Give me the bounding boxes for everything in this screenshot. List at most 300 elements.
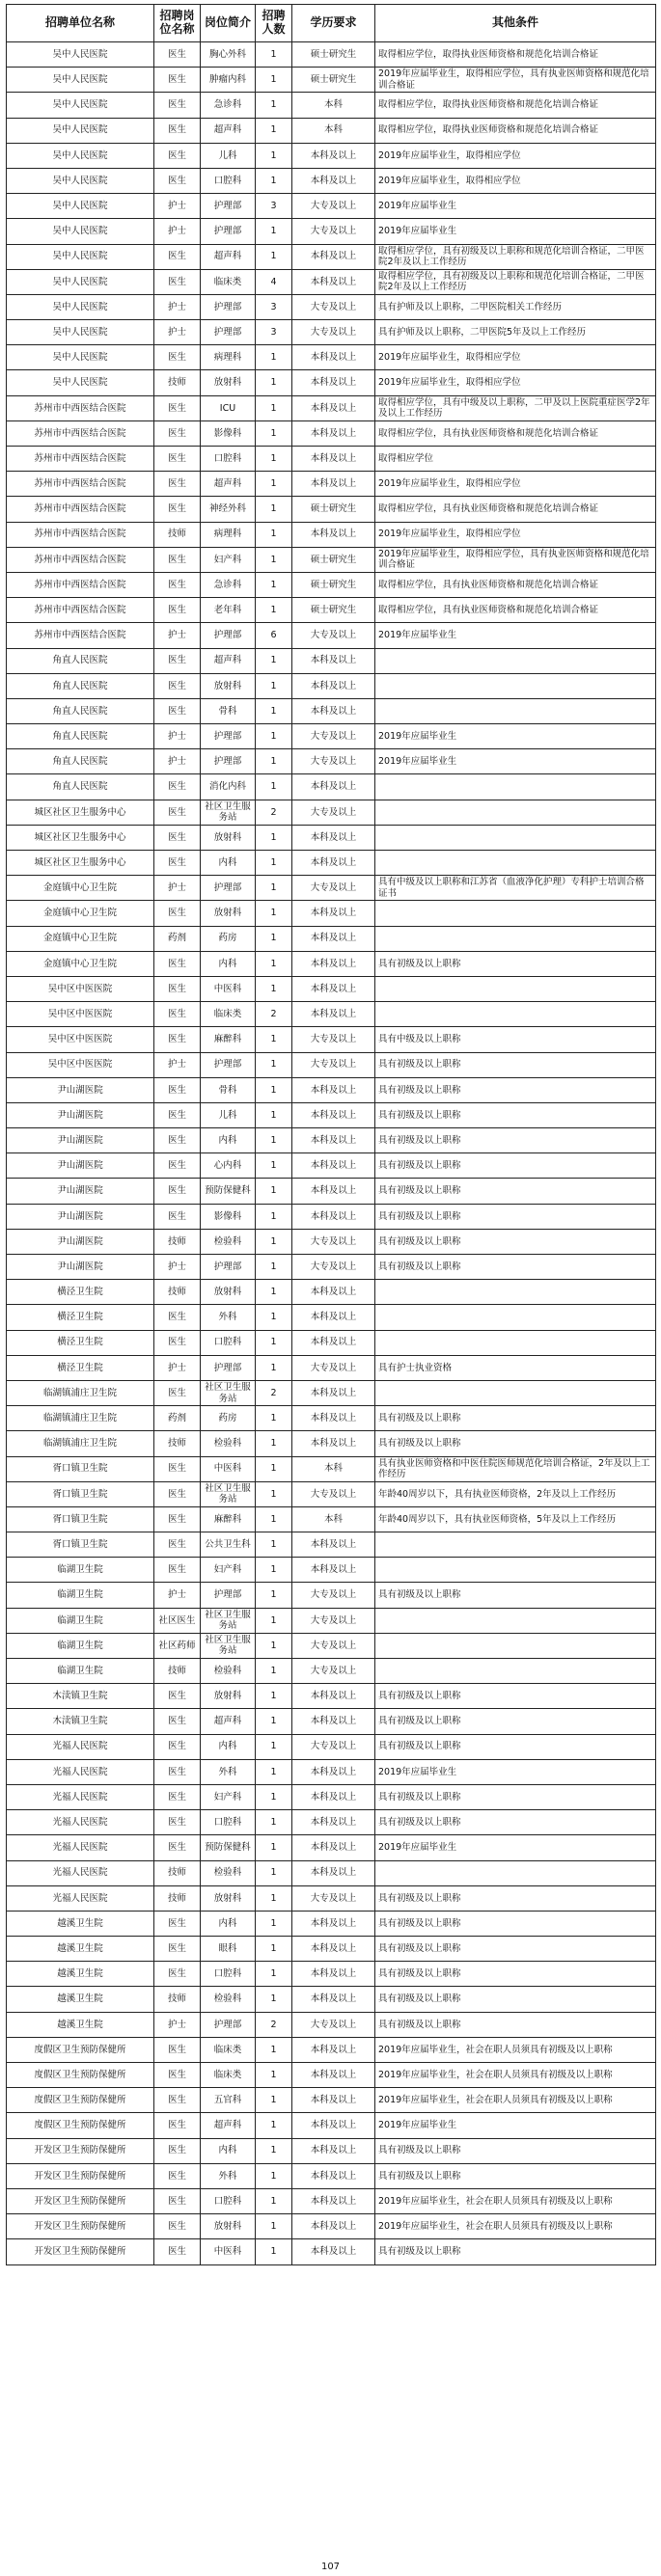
cell-position: 护士 — [154, 724, 201, 749]
cell-education: 本科及以上 — [292, 976, 375, 1001]
cell-unit: 临湖镇浦庄卫生院 — [7, 1431, 154, 1456]
cell-brief: 护理部 — [201, 749, 256, 774]
cell-brief: 药房 — [201, 1406, 256, 1431]
cell-count: 1 — [256, 1204, 292, 1229]
cell-unit: 尹山湖医院 — [7, 1179, 154, 1204]
table-row — [7, 1784, 656, 1809]
cell-education: 本科及以上 — [292, 1330, 375, 1355]
cell-brief: 社区卫生服务站 — [201, 1633, 256, 1658]
cell-position: 医生 — [154, 1456, 201, 1481]
cell-education: 硕士研究生 — [292, 497, 375, 522]
cell-count: 1 — [256, 1102, 292, 1127]
recruitment-table — [6, 4, 656, 2265]
cell-education: 本科及以上 — [292, 1002, 375, 1027]
table-body — [7, 42, 656, 2265]
cell-brief: 放射科 — [201, 901, 256, 926]
cell-education: 本科及以上 — [292, 370, 375, 395]
cell-other: 具有初级及以上职称 — [375, 1153, 656, 1179]
cell-other: 2019年应届毕业生 — [375, 194, 656, 219]
table-row — [7, 1355, 656, 1380]
cell-position: 医生 — [154, 420, 201, 446]
cell-education: 大专及以上 — [292, 1355, 375, 1380]
cell-position: 护士 — [154, 219, 201, 244]
table-row — [7, 1558, 656, 1583]
cell-other — [375, 1330, 656, 1355]
cell-brief: 检验科 — [201, 1860, 256, 1885]
cell-position: 医生 — [154, 1179, 201, 1204]
cell-unit: 光福人民医院 — [7, 1734, 154, 1759]
cell-other: 2019年应届毕业生，取得相应学位 — [375, 472, 656, 497]
table-row — [7, 1962, 656, 1987]
cell-unit: 苏州市中西医结合医院 — [7, 572, 154, 597]
cell-other: 取得相应学位，具有执业医师资格和规范化培训合格证 — [375, 497, 656, 522]
cell-other: 取得相应学位，取得执业医师资格和规范化培训合格证 — [375, 42, 656, 68]
table-row — [7, 1153, 656, 1179]
table-row — [7, 976, 656, 1001]
table-row — [7, 1305, 656, 1330]
cell-count: 1 — [256, 1406, 292, 1431]
table-row — [7, 774, 656, 800]
cell-brief: 眼科 — [201, 1937, 256, 1962]
cell-position: 护士 — [154, 1052, 201, 1077]
cell-count: 1 — [256, 522, 292, 547]
cell-other — [375, 926, 656, 951]
cell-education: 本科及以上 — [292, 1784, 375, 1809]
cell-brief: 影像科 — [201, 1204, 256, 1229]
cell-unit: 苏州市中西医结合医院 — [7, 472, 154, 497]
cell-count: 1 — [256, 1280, 292, 1305]
table-row — [7, 2188, 656, 2213]
cell-education: 本科及以上 — [292, 1684, 375, 1709]
header-count: 招聘人数 — [256, 5, 292, 42]
cell-position: 医生 — [154, 800, 201, 825]
cell-brief: 放射科 — [201, 1280, 256, 1305]
cell-count: 1 — [256, 1759, 292, 1784]
cell-other: 2019年应届毕业生，社会在职人员须具有初级及以上职称 — [375, 2188, 656, 2213]
table-row — [7, 1987, 656, 2012]
cell-brief: 护理部 — [201, 1583, 256, 1608]
cell-position: 医生 — [154, 143, 201, 168]
cell-count: 1 — [256, 749, 292, 774]
cell-count: 1 — [256, 42, 292, 68]
cell-brief: 妇产科 — [201, 1558, 256, 1583]
table-row — [7, 2138, 656, 2163]
table-row — [7, 118, 656, 143]
cell-education: 硕士研究生 — [292, 42, 375, 68]
cell-position: 医生 — [154, 1709, 201, 1734]
cell-other: 具有初级及以上职称 — [375, 2138, 656, 2163]
cell-other: 2019年应届毕业生，社会在职人员须具有初级及以上职称 — [375, 2088, 656, 2113]
cell-count: 1 — [256, 1684, 292, 1709]
cell-education: 本科及以上 — [292, 1305, 375, 1330]
cell-position: 医生 — [154, 1330, 201, 1355]
cell-unit: 越溪卫生院 — [7, 1911, 154, 1936]
cell-education: 本科及以上 — [292, 2113, 375, 2138]
cell-position: 医生 — [154, 1481, 201, 1506]
cell-other: 年龄40周岁以下，具有执业医师资格，5年及以上工作经历 — [375, 1506, 656, 1532]
cell-education: 本科及以上 — [292, 1204, 375, 1229]
cell-unit: 横泾卫生院 — [7, 1280, 154, 1305]
cell-brief: 临床类 — [201, 269, 256, 294]
cell-count: 1 — [256, 1330, 292, 1355]
cell-unit: 光福人民医院 — [7, 1784, 154, 1809]
cell-other — [375, 648, 656, 673]
table-row — [7, 219, 656, 244]
cell-unit: 吴中人民医院 — [7, 294, 154, 319]
cell-brief: 外科 — [201, 1305, 256, 1330]
cell-unit: 光福人民医院 — [7, 1759, 154, 1784]
table-row — [7, 724, 656, 749]
cell-brief: 内科 — [201, 1911, 256, 1936]
cell-education: 本科及以上 — [292, 673, 375, 698]
cell-unit: 苏州市中西医结合医院 — [7, 420, 154, 446]
cell-brief: 儿科 — [201, 143, 256, 168]
cell-other: 具有中级及以上职称 — [375, 1027, 656, 1052]
cell-brief: 临床类 — [201, 1002, 256, 1027]
cell-other — [375, 825, 656, 850]
cell-unit: 尹山湖医院 — [7, 1204, 154, 1229]
cell-count: 1 — [256, 1633, 292, 1658]
cell-brief: 公共卫生科 — [201, 1532, 256, 1558]
cell-education: 本科及以上 — [292, 1179, 375, 1204]
cell-count: 1 — [256, 876, 292, 901]
cell-count: 1 — [256, 926, 292, 951]
cell-count: 2 — [256, 1002, 292, 1027]
cell-education: 大专及以上 — [292, 1734, 375, 1759]
cell-other — [375, 1380, 656, 1405]
table-row — [7, 2214, 656, 2239]
cell-position: 医生 — [154, 825, 201, 850]
table-row — [7, 851, 656, 876]
cell-brief: 内科 — [201, 1734, 256, 1759]
cell-unit: 吴中人民医院 — [7, 68, 154, 93]
cell-unit: 苏州市中西医结合医院 — [7, 598, 154, 623]
cell-other — [375, 1002, 656, 1027]
cell-position: 医生 — [154, 851, 201, 876]
cell-count: 1 — [256, 2138, 292, 2163]
cell-position: 护士 — [154, 320, 201, 345]
cell-other: 具有初级及以上职称 — [375, 1709, 656, 1734]
cell-position: 医生 — [154, 976, 201, 1001]
table-row — [7, 93, 656, 118]
cell-unit: 苏州市中西医结合医院 — [7, 395, 154, 420]
cell-count: 2 — [256, 2012, 292, 2037]
table-row — [7, 1102, 656, 1127]
table-row — [7, 1027, 656, 1052]
cell-unit: 越溪卫生院 — [7, 1962, 154, 1987]
cell-unit: 胥口镇卫生院 — [7, 1532, 154, 1558]
cell-unit: 度假区卫生预防保健所 — [7, 2063, 154, 2088]
cell-unit: 临湖镇浦庄卫生院 — [7, 1380, 154, 1405]
cell-position: 技师 — [154, 1229, 201, 1254]
cell-education: 本科及以上 — [292, 522, 375, 547]
cell-other: 具有初级及以上职称 — [375, 1255, 656, 1280]
cell-count: 1 — [256, 395, 292, 420]
cell-brief: 五官科 — [201, 2088, 256, 2113]
cell-other: 具有初级及以上职称 — [375, 1684, 656, 1709]
cell-unit: 角直人民医院 — [7, 749, 154, 774]
cell-education: 本科及以上 — [292, 420, 375, 446]
cell-count: 1 — [256, 851, 292, 876]
cell-count: 1 — [256, 1558, 292, 1583]
cell-brief: 放射科 — [201, 2214, 256, 2239]
cell-education: 本科及以上 — [292, 1810, 375, 1835]
table-row — [7, 345, 656, 370]
cell-brief: 护理部 — [201, 623, 256, 648]
cell-education: 本科 — [292, 118, 375, 143]
cell-education: 大专及以上 — [292, 294, 375, 319]
cell-count: 1 — [256, 472, 292, 497]
cell-unit: 临湖卫生院 — [7, 1659, 154, 1684]
cell-other: 取得相应学位，具有执业医师资格和规范化培训合格证 — [375, 420, 656, 446]
cell-count: 1 — [256, 598, 292, 623]
cell-position: 医生 — [154, 1153, 201, 1179]
cell-brief: 内科 — [201, 951, 256, 976]
cell-brief: 外科 — [201, 1759, 256, 1784]
cell-other — [375, 901, 656, 926]
cell-brief: 检验科 — [201, 1987, 256, 2012]
cell-count: 1 — [256, 2239, 292, 2264]
cell-position: 护士 — [154, 749, 201, 774]
cell-unit: 吴中人民医院 — [7, 143, 154, 168]
cell-brief: ICU — [201, 395, 256, 420]
cell-count: 1 — [256, 1734, 292, 1759]
cell-count: 1 — [256, 572, 292, 597]
cell-position: 医生 — [154, 2188, 201, 2213]
cell-count: 1 — [256, 1810, 292, 1835]
cell-other: 具有初级及以上职称 — [375, 1987, 656, 2012]
cell-position: 医生 — [154, 1077, 201, 1102]
cell-count: 1 — [256, 547, 292, 572]
cell-unit: 胥口镇卫生院 — [7, 1506, 154, 1532]
cell-position: 技师 — [154, 1659, 201, 1684]
table-row — [7, 522, 656, 547]
cell-education: 本科及以上 — [292, 1102, 375, 1127]
cell-count: 1 — [256, 420, 292, 446]
cell-unit: 横泾卫生院 — [7, 1355, 154, 1380]
cell-position: 护士 — [154, 876, 201, 901]
cell-position: 医生 — [154, 572, 201, 597]
cell-education: 大专及以上 — [292, 194, 375, 219]
cell-other: 具有初级及以上职称 — [375, 1052, 656, 1077]
cell-education: 大专及以上 — [292, 800, 375, 825]
cell-position: 医生 — [154, 42, 201, 68]
cell-count: 1 — [256, 1987, 292, 2012]
cell-other: 具有护师及以上职称，二甲医院5年及以上工作经历 — [375, 320, 656, 345]
cell-position: 技师 — [154, 1860, 201, 1885]
cell-count: 2 — [256, 1380, 292, 1405]
cell-education: 本科及以上 — [292, 2088, 375, 2113]
cell-position: 医生 — [154, 547, 201, 572]
cell-count: 1 — [256, 1052, 292, 1077]
cell-education: 大专及以上 — [292, 320, 375, 345]
cell-unit: 尹山湖医院 — [7, 1102, 154, 1127]
cell-count: 1 — [256, 2163, 292, 2188]
cell-education: 本科及以上 — [292, 1835, 375, 1860]
cell-brief: 社区卫生服务站 — [201, 1608, 256, 1633]
cell-brief: 护理部 — [201, 219, 256, 244]
cell-unit: 光福人民医院 — [7, 1860, 154, 1885]
cell-position: 医生 — [154, 901, 201, 926]
cell-education: 本科及以上 — [292, 168, 375, 193]
cell-education: 本科及以上 — [292, 1937, 375, 1962]
cell-position: 医生 — [154, 598, 201, 623]
cell-unit: 开发区卫生预防保健所 — [7, 2138, 154, 2163]
cell-position: 医生 — [154, 2239, 201, 2264]
cell-count: 1 — [256, 1608, 292, 1633]
cell-unit: 尹山湖医院 — [7, 1229, 154, 1254]
cell-count: 1 — [256, 1784, 292, 1809]
cell-other — [375, 774, 656, 800]
table-row — [7, 2037, 656, 2062]
cell-education: 本科及以上 — [292, 1709, 375, 1734]
cell-unit: 开发区卫生预防保健所 — [7, 2188, 154, 2213]
cell-brief: 麻醉科 — [201, 1027, 256, 1052]
table-row — [7, 1532, 656, 1558]
cell-education: 本科及以上 — [292, 2138, 375, 2163]
cell-position: 医生 — [154, 2113, 201, 2138]
cell-position: 医生 — [154, 447, 201, 472]
cell-brief: 骨科 — [201, 1077, 256, 1102]
cell-count: 1 — [256, 774, 292, 800]
cell-brief: 护理部 — [201, 194, 256, 219]
cell-position: 医生 — [154, 472, 201, 497]
header-position: 招聘岗位名称 — [154, 5, 201, 42]
cell-brief: 超声科 — [201, 472, 256, 497]
cell-brief: 内科 — [201, 1128, 256, 1153]
cell-count: 1 — [256, 648, 292, 673]
cell-education: 本科及以上 — [292, 825, 375, 850]
cell-other: 2019年应届毕业生，社会在职人员须具有初级及以上职称 — [375, 2214, 656, 2239]
cell-count: 1 — [256, 1860, 292, 1885]
cell-position: 医生 — [154, 1734, 201, 1759]
cell-other — [375, 1860, 656, 1885]
cell-count: 1 — [256, 1481, 292, 1506]
cell-other: 具有初级及以上职称 — [375, 1583, 656, 1608]
table-row — [7, 926, 656, 951]
cell-count: 1 — [256, 1962, 292, 1987]
table-row — [7, 901, 656, 926]
cell-brief: 超声科 — [201, 244, 256, 269]
cell-unit: 吴中人民医院 — [7, 244, 154, 269]
table-row — [7, 1937, 656, 1962]
cell-count: 1 — [256, 497, 292, 522]
cell-other: 具有护士执业资格 — [375, 1355, 656, 1380]
table-row — [7, 420, 656, 446]
cell-other — [375, 1280, 656, 1305]
cell-position: 医生 — [154, 1002, 201, 1027]
cell-count: 1 — [256, 93, 292, 118]
cell-brief: 口腔科 — [201, 1810, 256, 1835]
cell-other — [375, 1305, 656, 1330]
cell-position: 医生 — [154, 1835, 201, 1860]
cell-other: 取得相应学位，取得执业医师资格和规范化培训合格证 — [375, 93, 656, 118]
cell-other: 2019年应届毕业生 — [375, 749, 656, 774]
cell-brief: 儿科 — [201, 1102, 256, 1127]
cell-count: 1 — [256, 1659, 292, 1684]
cell-unit: 度假区卫生预防保健所 — [7, 2113, 154, 2138]
cell-brief: 护理部 — [201, 294, 256, 319]
cell-education: 大专及以上 — [292, 749, 375, 774]
cell-brief: 社区卫生服务站 — [201, 1380, 256, 1405]
cell-brief: 外科 — [201, 2163, 256, 2188]
cell-unit: 苏州市中西医结合医院 — [7, 623, 154, 648]
cell-other: 具有初级及以上职称 — [375, 1406, 656, 1431]
page-number: 107 — [320, 2562, 341, 2572]
table-header-row — [7, 5, 656, 42]
cell-count: 1 — [256, 1355, 292, 1380]
cell-brief: 病理科 — [201, 345, 256, 370]
cell-other: 具有初级及以上职称 — [375, 2012, 656, 2037]
cell-education: 本科及以上 — [292, 926, 375, 951]
cell-unit: 木渎镇卫生院 — [7, 1684, 154, 1709]
cell-education: 本科及以上 — [292, 951, 375, 976]
cell-brief: 口腔科 — [201, 1330, 256, 1355]
cell-count: 1 — [256, 673, 292, 698]
cell-education: 本科及以上 — [292, 1987, 375, 2012]
cell-position: 医生 — [154, 497, 201, 522]
table-row — [7, 547, 656, 572]
cell-count: 3 — [256, 320, 292, 345]
table-row — [7, 1759, 656, 1784]
table-row — [7, 269, 656, 294]
cell-unit: 临湖卫生院 — [7, 1608, 154, 1633]
cell-other: 具有初级及以上职称 — [375, 951, 656, 976]
cell-other: 取得相应学位，具有初级及以上职称和规范化培训合格证，二甲医院2年及以上工作经历 — [375, 269, 656, 294]
table-row — [7, 68, 656, 93]
cell-education: 本科及以上 — [292, 472, 375, 497]
cell-other: 具有护师及以上职称，二甲医院相关工作经历 — [375, 294, 656, 319]
cell-brief: 急诊科 — [201, 572, 256, 597]
cell-education: 硕士研究生 — [292, 68, 375, 93]
cell-unit: 角直人民医院 — [7, 774, 154, 800]
cell-brief: 检验科 — [201, 1229, 256, 1254]
cell-count: 1 — [256, 1456, 292, 1481]
cell-unit: 临湖镇浦庄卫生院 — [7, 1406, 154, 1431]
cell-count: 1 — [256, 1229, 292, 1254]
cell-count: 1 — [256, 1077, 292, 1102]
cell-brief: 影像科 — [201, 420, 256, 446]
cell-count: 1 — [256, 447, 292, 472]
cell-position: 医生 — [154, 1102, 201, 1127]
cell-count: 1 — [256, 1532, 292, 1558]
cell-brief: 护理部 — [201, 1355, 256, 1380]
cell-position: 医生 — [154, 1204, 201, 1229]
cell-count: 2 — [256, 800, 292, 825]
cell-other — [375, 1532, 656, 1558]
cell-unit: 越溪卫生院 — [7, 1937, 154, 1962]
cell-unit: 度假区卫生预防保健所 — [7, 2037, 154, 2062]
table-row — [7, 143, 656, 168]
cell-other: 2019年应届毕业生，社会在职人员须具有初级及以上职称 — [375, 2037, 656, 2062]
cell-brief: 妇产科 — [201, 1784, 256, 1809]
cell-other: 2019年应届毕业生，取得相应学位 — [375, 345, 656, 370]
cell-other: 2019年应届毕业生，社会在职人员须具有初级及以上职称 — [375, 2063, 656, 2088]
table-row — [7, 749, 656, 774]
cell-unit: 开发区卫生预防保健所 — [7, 2214, 154, 2239]
cell-brief: 放射科 — [201, 673, 256, 698]
cell-education: 大专及以上 — [292, 1255, 375, 1280]
table-row — [7, 294, 656, 319]
cell-unit: 横泾卫生院 — [7, 1305, 154, 1330]
cell-count: 1 — [256, 345, 292, 370]
cell-brief: 预防保健科 — [201, 1179, 256, 1204]
cell-brief: 胸心外科 — [201, 42, 256, 68]
cell-other: 2019年应届毕业生，取得相应学位 — [375, 143, 656, 168]
cell-count: 1 — [256, 244, 292, 269]
cell-brief: 放射科 — [201, 1684, 256, 1709]
table-row — [7, 698, 656, 723]
